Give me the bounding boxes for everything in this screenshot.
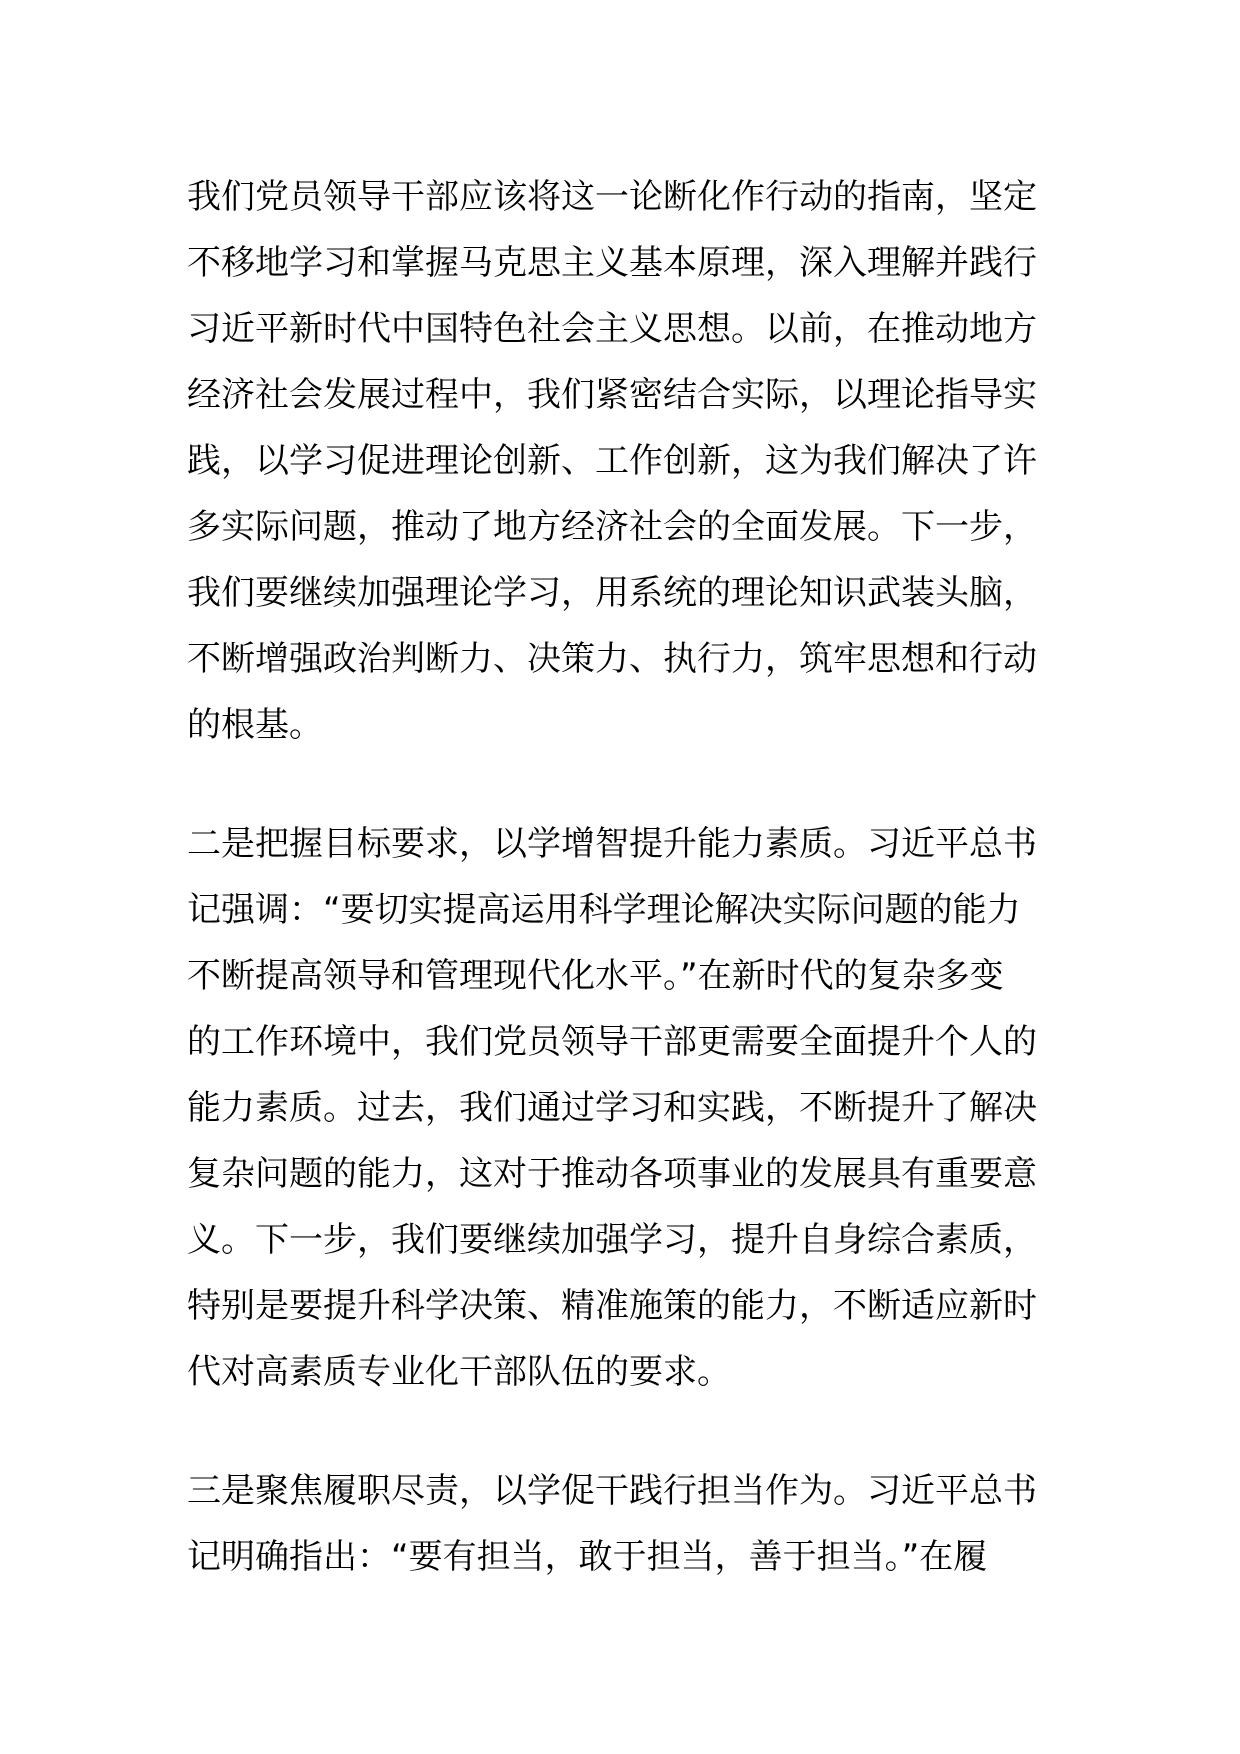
paragraph-line: 经济社会发展过程中，我们紧密结合实际，以理论指导实: [187, 375, 1037, 415]
paragraph-line: 特别是要提升科学决策、精准施策的能力，不断适应新时: [187, 1286, 1037, 1326]
paragraph-line: 二是把握目标要求，以学增智提升能力素质。习近平总书: [187, 824, 1037, 864]
paragraph-1: [187, 164, 1057, 758]
paragraph-line: 我们党员领导干部应该将这一论断化作行动的指南，坚定: [187, 177, 1037, 217]
paragraph-line: 的工作环境中，我们党员领导干部更需要全面提升个人的: [187, 1022, 1037, 1062]
paragraph-line: 我们要继续加强理论学习，用系统的理论知识武装头脑，: [187, 573, 1037, 613]
paragraph-line: 三是聚焦履职尽责，以学促干践行担当作为。习近平总书: [187, 1471, 1037, 1511]
paragraph-line: 不断增强政治判断力、决策力、执行力，筑牢思想和行动: [187, 639, 1037, 679]
paragraph-line: 习近平新时代中国特色社会主义思想。以前，在推动地方: [187, 309, 1037, 349]
paragraph-line: 记强调：“要切实提高运用科学理论解决实际问题的能力: [187, 890, 1021, 930]
paragraph-line: 代对高素质专业化干部队伍的要求。: [187, 1352, 731, 1392]
paragraph-line: 不移地学习和掌握马克思主义基本原理，深入理解并践行: [187, 243, 1037, 283]
paragraph-line: 能力素质。过去，我们通过学习和实践，不断提升了解决: [187, 1088, 1037, 1128]
paragraph-3: [187, 1458, 1057, 1590]
paragraph-line: 记明确指出：“要有担当，敢于担当，善于担当。”在履: [187, 1537, 988, 1577]
paragraph-2: [187, 811, 1057, 1405]
paragraph-line: 复杂问题的能力，这对于推动各项事业的发展具有重要意: [187, 1154, 1037, 1194]
paragraph-line: 的根基。: [187, 705, 323, 745]
paragraph-line: 义。下一步，我们要继续加强学习，提升自身综合素质，: [187, 1220, 1037, 1260]
paragraph-line: 不断提高领导和管理现代化水平。”在新时代的复杂多变: [187, 956, 1004, 996]
paragraph-line: 多实际问题，推动了地方经济社会的全面发展。下一步，: [187, 507, 1037, 547]
paragraph-line: 践，以学习促进理论创新、工作创新，这为我们解决了许: [187, 441, 1037, 481]
